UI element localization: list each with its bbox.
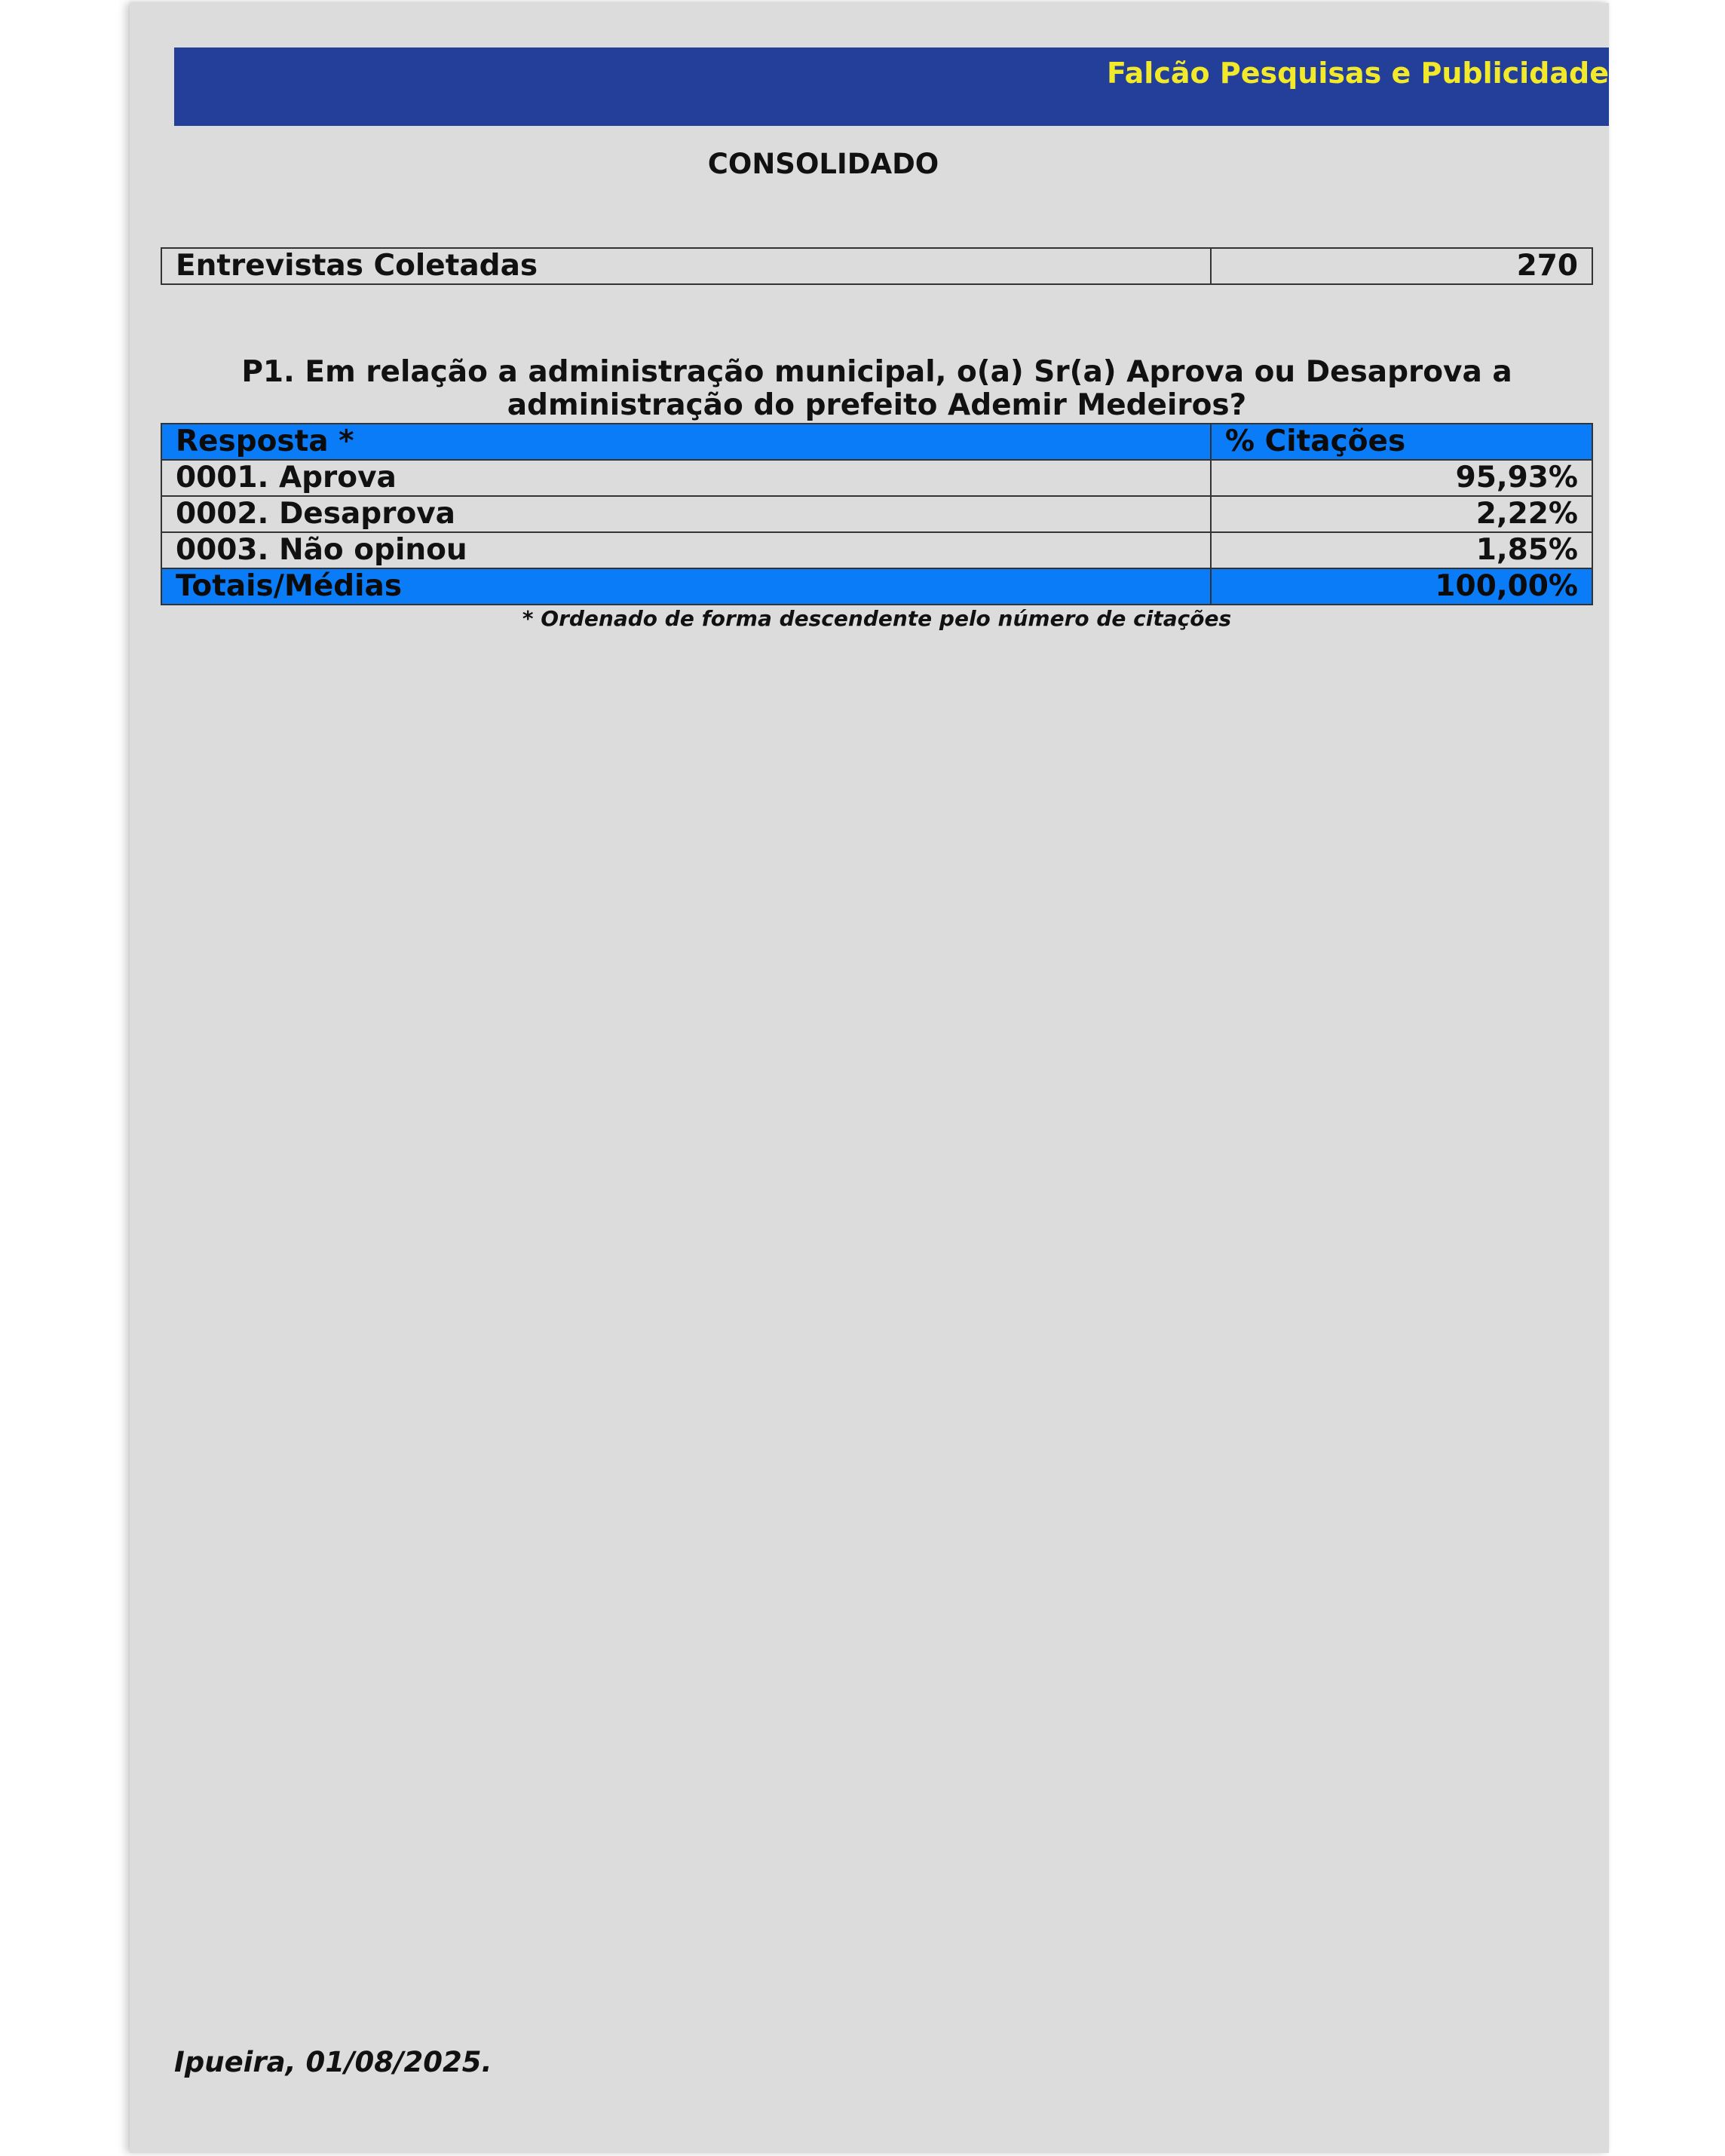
interviews-label: Entrevistas Coletadas xyxy=(161,248,1211,284)
totals-row xyxy=(161,568,1592,605)
row-label: 0002. Desaprova xyxy=(161,496,1211,532)
row-value: 95,93% xyxy=(1211,460,1592,496)
totals-label: Totais/Médias xyxy=(161,568,1211,605)
interviews-table xyxy=(161,247,1593,285)
row-label: 0001. Aprova xyxy=(161,460,1211,496)
page-title: CONSOLIDADO xyxy=(707,148,939,180)
place-date: Ipueira, 01/08/2025. xyxy=(174,2046,492,2078)
row-value: 2,22% xyxy=(1211,496,1592,532)
question-line-2: administração do prefeito Ademir Medeiros? xyxy=(507,388,1247,422)
column-header-percent: % Citações xyxy=(1211,424,1592,460)
results-table xyxy=(161,423,1593,605)
table-row xyxy=(161,532,1592,568)
table-header-row xyxy=(161,424,1592,460)
question-title xyxy=(161,356,1593,422)
document-page xyxy=(130,3,1609,2153)
row-value: 1,85% xyxy=(1211,532,1592,568)
row-label: 0003. Não opinou xyxy=(161,532,1211,568)
table-row xyxy=(161,460,1592,496)
company-name: Falcão Pesquisas e Publicidade xyxy=(1106,57,1609,90)
question-line-1: P1. Em relação a administração municipal, o(a) Sr(a) Aprova ou Desaprova a xyxy=(241,355,1512,389)
table-row xyxy=(161,496,1592,532)
interviews-count: 270 xyxy=(1211,248,1592,284)
totals-value: 100,00% xyxy=(1211,568,1592,605)
interviews-row xyxy=(161,248,1592,284)
header-banner xyxy=(174,47,1609,126)
column-header-response: Resposta * xyxy=(161,424,1211,460)
table-footnote: * Ordenado de forma descendente pelo número de citações xyxy=(522,606,1232,631)
